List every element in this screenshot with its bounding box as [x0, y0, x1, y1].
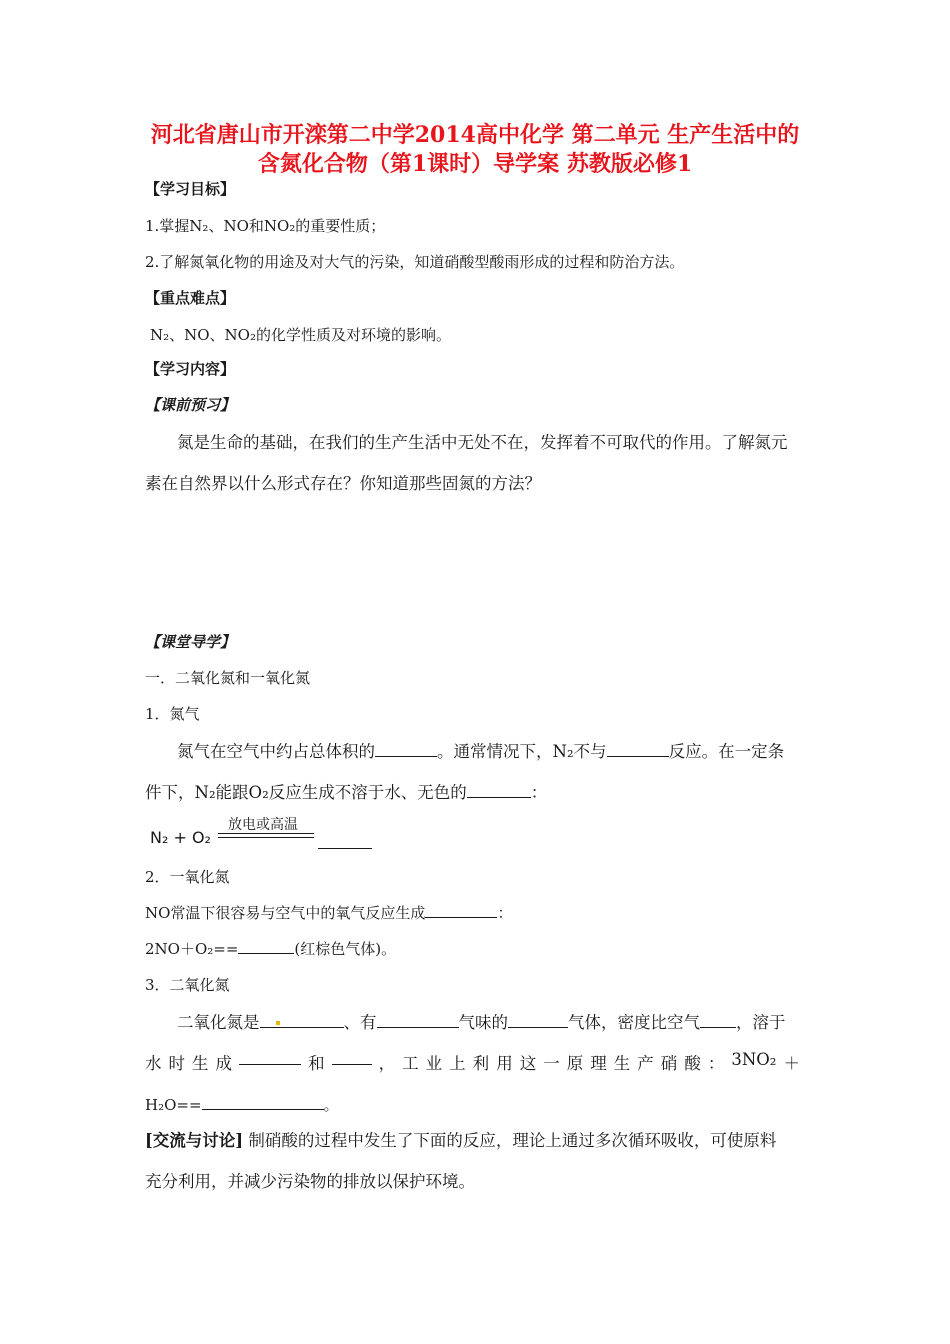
nitrogen-text-c: 反应。在一定条	[668, 742, 785, 761]
content-heading: 【学习内容】	[145, 360, 236, 378]
blank-reactant[interactable]	[607, 742, 669, 757]
no2-text-a: 二氧化氮是	[177, 1013, 260, 1032]
preview-line-1: 氮是生命的基础，在我们的生产生活中无处不在，发挥着不可取代的作用。了解氮元	[177, 433, 788, 452]
discussion-line-2: 充分利用，并减少污染物的排放以保护环境。	[145, 1172, 475, 1191]
document-title-line2: 含氮化合物（第1课时）导学案 苏教版必修1	[257, 151, 693, 177]
subsection-nitrogen-dioxide: 3．二氧化氮	[145, 976, 230, 994]
preview-line-2: 素在自然界以什么形式存在？你知道那些固氮的方法？	[145, 474, 541, 493]
no2-word: 这	[519, 1054, 537, 1073]
blank-no2-equation-products[interactable]	[202, 1095, 324, 1110]
no2-word: 3NO₂	[731, 1050, 777, 1069]
nitrogen-line-1	[177, 738, 784, 762]
equation-arrow-bottom	[218, 837, 314, 838]
no2-word: ＋	[783, 1054, 800, 1073]
guide-heading: 【课堂导学】	[145, 633, 236, 651]
blank-no2-color[interactable]	[260, 1013, 344, 1028]
nitrogen-text-e: ：	[530, 783, 548, 802]
discussion-line-1	[145, 1127, 776, 1151]
blank-equation-product[interactable]	[318, 848, 372, 849]
blank-no2-density[interactable]	[700, 1013, 736, 1028]
no2-word: 酸	[684, 1054, 701, 1073]
no2-line-3	[145, 1094, 339, 1115]
no2-word: ：	[707, 1054, 725, 1073]
keypoints-heading: 【重点难点】	[145, 289, 236, 307]
equation-arrow-top	[218, 833, 314, 834]
blank-no2-product-1[interactable]	[239, 1050, 301, 1065]
equation-condition: 放电或高温	[228, 817, 298, 833]
blank-volume-fraction[interactable]	[375, 742, 437, 757]
no2-word: 用	[496, 1054, 513, 1073]
subsection-nitric-oxide: 2．一氧化氮	[145, 868, 230, 886]
document-title-line1: 河北省唐山市开滦第二中学2014高中化学 第二单元 生产生活中的	[150, 122, 800, 148]
equation-reactants: N₂ + O₂	[150, 828, 211, 847]
discussion-text-1: 制硝酸的过程中发生了下面的反应，理论上通过多次循环吸收，可使原料	[248, 1131, 777, 1150]
blank-no2-product-2[interactable]	[332, 1050, 372, 1065]
nitrogen-text-b: 。通常情况下，N₂不与	[437, 742, 607, 761]
nitrogen-text-d: 件下，N₂能跟O₂反应生成不溶于水、无色的	[145, 783, 467, 802]
no-equation-note: (红棕色气体)。	[294, 940, 397, 958]
no2-word: 工	[402, 1054, 419, 1073]
nitrogen-text-a: 氮气在空气中约占总体积的	[177, 742, 375, 761]
part1-title: 一．二氧化氮和一氧化氮	[145, 669, 311, 687]
no2-word: 和	[308, 1054, 325, 1073]
no2-text-c: 气味的	[458, 1013, 508, 1032]
objectives-heading: 【学习目标】	[145, 180, 236, 198]
discussion-label: [交流与讨论]	[145, 1131, 244, 1150]
blank-no-product[interactable]	[425, 903, 497, 918]
no-text-a: NO常温下很容易与空气中的氧气反应生成	[145, 904, 426, 922]
keypoints-text: N₂、NO、NO₂的化学性质及对环境的影响。	[150, 326, 451, 344]
no2-word: 一	[543, 1054, 560, 1073]
no2-word: 业	[425, 1054, 443, 1073]
preview-heading: 【课前预习】	[145, 396, 236, 414]
no2-word: 利	[472, 1054, 490, 1073]
no2-text-e: ，溶于	[736, 1013, 786, 1032]
no2-word: 硝	[660, 1054, 678, 1073]
no-equation-left: 2NO＋O₂==	[145, 940, 239, 958]
no2-word: 上	[449, 1054, 466, 1073]
no2-line-2	[145, 1050, 800, 1074]
blank-no2-toxicity[interactable]	[508, 1013, 568, 1028]
no2-equation-end: 。	[323, 1096, 339, 1114]
nitrogen-line-2	[145, 779, 547, 803]
no2-text-b: 、有	[343, 1013, 377, 1032]
objective-2: 2.了解氮氧化物的用途及对大气的污染，知道硝酸型酸雨形成的过程和防治方法。	[145, 253, 685, 271]
no2-word: 成	[215, 1054, 233, 1073]
objective-1: 1.掌握N₂、NO和NO₂的重要性质；	[145, 217, 386, 235]
no2-text-d: 气体，密度比空气	[568, 1013, 700, 1032]
no2-equation-left: H₂O==	[145, 1096, 202, 1114]
highlight-dot	[276, 1021, 280, 1025]
no-text-b: ：	[497, 904, 513, 922]
blank-product-gas[interactable]	[467, 783, 531, 798]
no2-word: 产	[637, 1054, 654, 1073]
no2-word: 水	[145, 1054, 162, 1073]
no2-word: 生	[192, 1054, 209, 1073]
no2-line-1	[177, 1009, 786, 1033]
no-line-1	[145, 902, 512, 923]
subsection-nitrogen: 1．氮气	[145, 705, 200, 723]
blank-no-equation-product[interactable]	[238, 939, 294, 954]
no2-word: 生	[613, 1054, 631, 1073]
no-line-2	[145, 938, 396, 959]
no2-word: 时	[168, 1054, 186, 1073]
no2-word: 理	[590, 1054, 607, 1073]
no2-word: 原	[566, 1054, 584, 1073]
no2-word: ，	[378, 1054, 396, 1073]
blank-no2-smell[interactable]	[377, 1013, 459, 1028]
